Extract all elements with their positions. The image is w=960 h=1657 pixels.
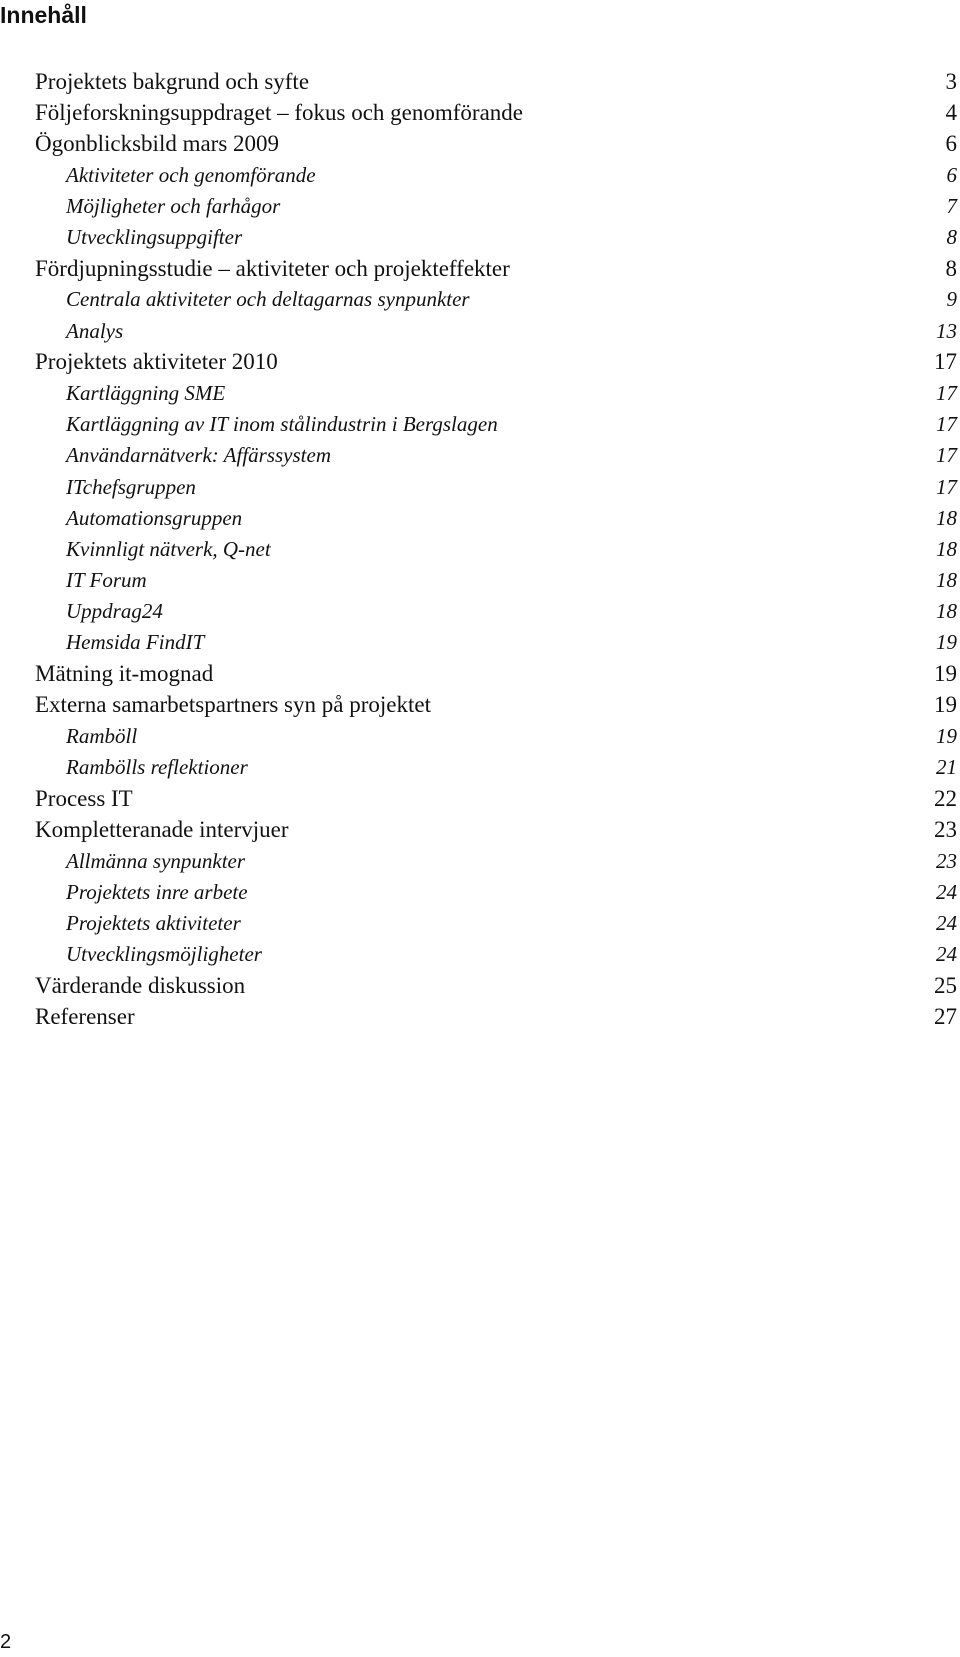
toc-entry-page: 17	[934, 349, 957, 375]
toc-entry-page: 17	[936, 380, 957, 405]
toc-entry[interactable]	[35, 253, 957, 284]
toc-entry[interactable]	[35, 939, 957, 970]
toc-entry-page: 24	[936, 879, 957, 904]
toc-entry-page: 4	[945, 99, 957, 125]
toc-entry-page: 19	[934, 661, 957, 687]
toc-entry-title: Mätning it-mognad	[35, 661, 214, 687]
toc-entry-title: Externa samarbetspartners syn på projektet	[35, 692, 431, 718]
toc-entry-page: 6	[946, 162, 957, 187]
toc-entry[interactable]	[35, 596, 957, 627]
toc-entry-title: Kompletteranade intervjuer	[35, 817, 289, 843]
toc-entry-title: Analys	[66, 318, 124, 343]
toc-entry-title: Aktiviteter och genomförande	[66, 162, 316, 187]
toc-entry-page: 18	[936, 505, 957, 530]
table-of-contents	[35, 66, 957, 1033]
toc-entry[interactable]	[35, 752, 957, 783]
toc-entry-page: 13	[936, 318, 957, 343]
toc-entry-page: 18	[936, 568, 957, 593]
toc-entry-title: Följeforskningsuppdraget – fokus och genomförande	[35, 99, 524, 125]
toc-entry[interactable]	[35, 284, 957, 315]
toc-entry-title: Projektets aktiviteter	[66, 911, 241, 936]
toc-entry-title: Utvecklingsuppgifter	[66, 225, 243, 250]
toc-entry-title: Projektets bakgrund och syfte	[35, 68, 310, 94]
page-number: 2	[0, 1631, 12, 1653]
toc-entry-title: Process IT	[35, 785, 133, 811]
toc-entry-page: 18	[936, 536, 957, 561]
toc-entry-page: 6	[945, 130, 957, 156]
page-title: Innehåll	[0, 2, 87, 28]
toc-entry[interactable]	[35, 222, 957, 253]
toc-entry[interactable]	[35, 471, 957, 502]
toc-entry[interactable]	[35, 815, 957, 846]
toc-entry-title: Projektets aktiviteter 2010	[35, 349, 278, 375]
toc-entry[interactable]	[35, 191, 957, 222]
toc-entry-title: Projektets inre arbete	[66, 879, 248, 904]
toc-entry-title: Värderande diskussion	[35, 973, 246, 999]
toc-entry-page: 9	[946, 287, 957, 312]
toc-entry-title: Fördjupningsstudie – aktiviteter och projekteffekter	[35, 255, 510, 281]
toc-entry-page: 22	[934, 785, 957, 811]
toc-entry-title: Centrala aktiviteter och deltagarnas synpunkter	[66, 287, 470, 312]
toc-entry-title: Referenser	[35, 1004, 135, 1030]
toc-entry-title: Kartläggning av IT inom stålindustrin i Bergslagen	[66, 412, 498, 437]
toc-entry-title: Möjligheter och farhågor	[66, 193, 281, 218]
toc-entry[interactable]	[35, 908, 957, 939]
toc-entry-title: Allmänna synpunkter	[66, 848, 246, 873]
toc-entry-page: 3	[945, 68, 957, 94]
toc-entry[interactable]	[35, 877, 957, 908]
toc-entry-title: Hemsida FindIT	[66, 630, 205, 655]
toc-entry-page: 19	[936, 630, 957, 655]
toc-entry-page: 17	[936, 412, 957, 437]
toc-entry[interactable]	[35, 503, 957, 534]
toc-entry[interactable]	[35, 690, 957, 721]
toc-entry-page: 21	[936, 755, 957, 780]
toc-entry[interactable]	[35, 97, 957, 128]
toc-entry-title: Användarnätverk: Affärssystem	[66, 443, 331, 468]
toc-entry[interactable]	[35, 534, 957, 565]
toc-entry-page: 19	[936, 724, 957, 749]
toc-entry[interactable]	[35, 409, 957, 440]
toc-entry[interactable]	[35, 627, 957, 658]
toc-entry-title: Uppdrag24	[66, 599, 163, 624]
toc-entry-title: Kvinnligt nätverk, Q-net	[66, 536, 271, 561]
toc-entry[interactable]	[35, 659, 957, 690]
toc-entry[interactable]	[35, 1002, 957, 1033]
toc-entry-page: 18	[936, 599, 957, 624]
toc-entry-page: 24	[936, 911, 957, 936]
toc-entry-page: 17	[936, 474, 957, 499]
toc-entry[interactable]	[35, 316, 957, 347]
toc-entry[interactable]	[35, 721, 957, 752]
toc-entry-title: Rambölls reflektioner	[66, 755, 248, 780]
toc-entry-title: ITchefsgruppen	[66, 474, 196, 499]
toc-entry-page: 27	[934, 1004, 957, 1030]
toc-entry-page: 23	[936, 848, 957, 873]
toc-entry-page: 19	[934, 692, 957, 718]
toc-entry-page: 8	[946, 225, 957, 250]
toc-entry-page: 7	[946, 193, 957, 218]
toc-entry[interactable]	[35, 970, 957, 1001]
toc-entry-page: 25	[934, 973, 957, 999]
toc-entry-title: IT Forum	[66, 568, 147, 593]
toc-entry[interactable]	[35, 783, 957, 814]
toc-entry-page: 17	[936, 443, 957, 468]
toc-entry[interactable]	[35, 66, 957, 97]
toc-entry-page: 24	[936, 942, 957, 967]
toc-entry-title: Utvecklingsmöjligheter	[66, 942, 262, 967]
toc-entry-title: Automationsgruppen	[66, 505, 243, 530]
toc-entry[interactable]	[35, 378, 957, 409]
toc-entry[interactable]	[35, 347, 957, 378]
toc-entry[interactable]	[35, 846, 957, 877]
toc-entry[interactable]	[35, 565, 957, 596]
toc-entry[interactable]	[35, 440, 957, 471]
toc-entry-page: 23	[934, 817, 957, 843]
toc-entry-title: Kartläggning SME	[66, 380, 226, 405]
toc-entry-title: Ramböll	[66, 724, 138, 749]
toc-entry-title: Ögonblicksbild mars 2009	[35, 130, 280, 156]
toc-entry[interactable]	[35, 128, 957, 159]
toc-entry-page: 8	[945, 255, 957, 281]
toc-entry[interactable]	[35, 160, 957, 191]
